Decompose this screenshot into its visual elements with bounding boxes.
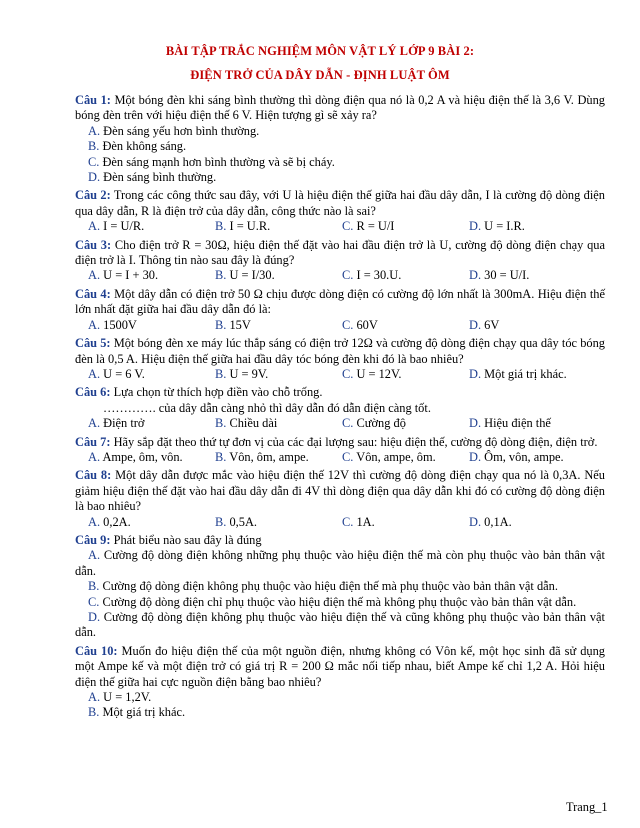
question-5	[75, 336, 605, 382]
option-d	[469, 367, 567, 382]
option-letter: B.	[88, 579, 100, 594]
option-text: Hiệu điện thế	[481, 416, 551, 431]
option-letter: D.	[469, 317, 482, 332]
option-text: Đèn sáng yếu hơn bình thường.	[100, 123, 260, 138]
option-text: I = U.R.	[226, 219, 271, 234]
option-letter: C.	[88, 594, 100, 609]
question-text: Một dây dẫn được mắc vào hiệu điện thế 12V thì cường độ dòng điện chạy qua nó là 0,3A. Nếu giảm hiệu điện thế đặt vào hai đầu dây dẫn đi 4V thì dòng điện qua dây dẫn khi đó có cường độ dòng điện là bao nhiêu?	[75, 468, 605, 514]
question-8	[75, 468, 605, 530]
option-text: 1500V	[100, 317, 137, 332]
option-d	[469, 450, 564, 465]
question-label: Câu 5:	[75, 336, 111, 351]
option-text: Ôm, vôn, ampe.	[481, 449, 564, 464]
option-letter: B.	[215, 317, 227, 332]
option-b	[215, 318, 342, 333]
option-d	[469, 219, 525, 234]
option-a	[88, 515, 215, 530]
question-3	[75, 238, 605, 284]
document-title: BÀI TẬP TRẮC NGHIỆM MÔN VẬT LÝ LỚP 9 BÀI 2:	[165, 44, 475, 58]
question-9	[75, 533, 605, 641]
option-row	[75, 416, 605, 431]
question-4	[75, 287, 605, 333]
question-text: Hãy sắp đặt theo thứ tự đơn vị của các đại lượng sau: hiệu điện thế, cường độ dòng điện, điện trở.	[110, 434, 598, 449]
option-text: R = U/I	[353, 219, 395, 234]
question-2	[75, 188, 605, 234]
option-a	[75, 690, 605, 705]
option-letter: C.	[342, 514, 354, 529]
question-text: Một bóng đèn xe máy lúc thắp sáng có điện trở 12Ω và cường độ dòng điện chạy qua dây tóc bóng đèn là 0,5 A. Hiệu điện thế giữa hai đầu dây tóc bóng đèn khi đó là bao nhiêu?	[75, 336, 605, 366]
option-row	[75, 515, 605, 530]
option-text: Cường độ dòng điện không phụ thuộc vào hiệu điện thế và cũng không phụ thuộc vào bản thân vật dẫn.	[75, 610, 605, 640]
option-text: Ampe, ôm, vôn.	[100, 449, 183, 464]
option-b	[215, 450, 342, 465]
option-c	[342, 318, 469, 333]
question-text: Cho điện trở R = 30Ω, hiệu điện thế đặt vào hai đầu điện trở là U, cường độ dòng điện chạy qua điện trở là I. Thông tin nào sau đây là đúng?	[75, 237, 605, 268]
option-letter: B.	[215, 449, 227, 464]
option-text: U = I/30.	[226, 268, 275, 283]
page-number: Trang_1	[566, 800, 608, 814]
option-letter: A.	[88, 219, 101, 234]
option-a	[88, 219, 215, 234]
option-letter: D.	[469, 514, 482, 529]
option-text: 60V	[353, 317, 378, 332]
option-text: 0,1A.	[481, 514, 512, 529]
option-c	[342, 367, 469, 382]
option-b	[215, 268, 342, 283]
option-letter: D.	[88, 170, 101, 185]
option-b	[215, 219, 342, 234]
option-letter: C.	[342, 416, 354, 431]
question-label: Câu 6:	[75, 385, 111, 400]
option-d	[75, 170, 605, 185]
document-subtitle: ĐIỆN TRỞ CỦA DÂY DẪN - ĐỊNH LUẬT ÔM	[190, 68, 450, 82]
option-a	[88, 367, 215, 382]
option-letter: A.	[88, 416, 101, 431]
option-text: 1A.	[353, 514, 375, 529]
option-text: Đèn không sáng.	[99, 139, 187, 154]
option-letter: C.	[342, 268, 354, 283]
option-b	[215, 416, 342, 431]
question-label: Câu 7:	[75, 434, 111, 449]
question-label: Câu 10:	[75, 643, 118, 658]
option-a	[88, 416, 215, 431]
option-text: Vôn, ampe, ôm.	[353, 449, 436, 464]
option-text: 0,5A.	[226, 514, 258, 529]
option-text: Vôn, ôm, ampe.	[226, 449, 309, 464]
question-text: Một dây dẫn có điện trở 50 Ω chịu được dòng điện có cường độ lớn nhất là 300mA. Hiệu điện thế lớn nhất đặt giữa hai đầu dây dẫn đó là:	[75, 286, 605, 317]
option-text: U = 1,2V.	[100, 690, 152, 705]
question-text: Trong các công thức sau đây, với U là hiệu điện thế giữa hai đầu dây dẫn, I là cường độ dòng điện qua dây dẫn, R là điện trở của dây dẫn, công thức nào là sai?	[75, 188, 605, 218]
option-d	[469, 268, 529, 283]
option-b	[215, 515, 342, 530]
option-b	[215, 367, 342, 382]
option-letter: C.	[342, 317, 354, 332]
option-letter: B.	[215, 514, 227, 529]
option-letter: A.	[88, 268, 101, 283]
option-letter: A.	[88, 123, 101, 138]
option-b	[75, 139, 605, 154]
option-row	[75, 219, 605, 234]
option-text: I = U/R.	[100, 219, 145, 234]
option-text: Một giá trị khác.	[99, 705, 186, 720]
option-text: 15V	[226, 317, 251, 332]
option-letter: D.	[469, 219, 482, 234]
option-letter: B.	[88, 705, 100, 720]
option-text: U = I.R.	[481, 219, 525, 234]
question-label: Câu 2:	[75, 188, 111, 203]
option-a	[88, 318, 215, 333]
option-letter: A.	[88, 366, 101, 381]
question-label: Câu 1:	[75, 93, 111, 107]
option-letter: A.	[88, 514, 101, 529]
question-1	[75, 93, 605, 185]
option-letter: C.	[342, 219, 354, 234]
option-text: U = 9V.	[226, 366, 269, 381]
option-letter: A.	[88, 548, 101, 563]
option-letter: B.	[215, 268, 227, 283]
option-letter: A.	[88, 690, 101, 705]
option-text: Một giá trị khác.	[481, 366, 567, 381]
option-letter: A.	[88, 317, 101, 332]
option-c	[342, 416, 469, 431]
question-label: Câu 3:	[75, 237, 112, 252]
option-a	[75, 124, 605, 139]
option-text: 0,2A.	[100, 514, 131, 529]
option-d	[469, 416, 551, 431]
option-letter: B.	[215, 219, 227, 234]
option-b	[75, 579, 605, 594]
option-c	[342, 268, 469, 283]
option-letter: D.	[469, 366, 482, 381]
option-text: Cường độ dòng điện không phụ thuộc vào hiệu điện thế mà phụ thuộc vào bản thân vật dẫn.	[99, 579, 558, 594]
option-b	[75, 705, 605, 720]
option-text: Đèn sáng mạnh hơn bình thường và sẽ bị cháy.	[99, 154, 335, 169]
option-text: 6V	[481, 317, 500, 332]
option-letter: B.	[215, 416, 227, 431]
option-text: Điện trở	[100, 416, 145, 431]
option-a	[88, 268, 215, 283]
option-text: Đèn sáng bình thường.	[100, 170, 217, 185]
option-text: Cường độ	[353, 416, 406, 431]
option-row	[75, 450, 605, 465]
question-list	[75, 93, 605, 724]
option-text: U = I + 30.	[100, 268, 159, 283]
option-c	[342, 515, 469, 530]
option-letter: B.	[88, 139, 100, 154]
option-a	[88, 450, 215, 465]
question-label: Câu 9:	[75, 532, 111, 547]
option-letter: C.	[342, 366, 354, 381]
option-d	[469, 515, 512, 530]
option-row	[75, 318, 605, 333]
option-letter: A.	[88, 449, 101, 464]
question-label: Câu 4:	[75, 286, 111, 301]
option-text: Cường độ dòng điện không những phụ thuộc vào hiệu điện thế mà còn phụ thuộc vào bản thân vật dẫn.	[75, 548, 605, 578]
option-letter: D.	[469, 416, 482, 431]
option-text: U = 6 V.	[100, 366, 145, 381]
option-text: 30 = U/I.	[481, 268, 530, 283]
option-text: Chiều dài	[226, 416, 278, 431]
question-6	[75, 385, 605, 431]
option-c	[75, 155, 605, 170]
question-label: Câu 8:	[75, 468, 112, 483]
option-letter: D.	[469, 449, 482, 464]
question-7	[75, 435, 605, 466]
option-letter: C.	[342, 449, 354, 464]
option-c	[75, 595, 605, 610]
question-text: Muốn đo hiệu điện thế của một nguồn điện, nhưng không có Vôn kế, một học sinh đã sử dụng một Ampe kế và một điện trở có giá trị R = 200 Ω mắc nối tiếp nhau, biết Ampe kế chỉ 1,2 A. Hỏi hiệu điện thế giữa hai cực nguồn điện bằng bao nhiêu?	[75, 643, 605, 689]
option-c	[342, 450, 469, 465]
option-d	[75, 610, 605, 641]
option-text: U = 12V.	[353, 366, 402, 381]
option-a	[75, 548, 605, 579]
question-10	[75, 644, 605, 721]
question-text: Một bóng đèn khi sáng bình thường thì dòng điện qua nó là 0,2 A và hiệu điện thế là 3,6 V. Dùng bóng đèn trên với hiệu điện thế 6 V. Hiện tượng gì sẽ xảy ra?	[75, 93, 605, 123]
option-letter: C.	[88, 154, 100, 169]
option-text: Cường độ dòng điện chỉ phụ thuộc vào hiệu điện thế mà không phụ thuộc vào bản thân vật dẫn.	[99, 594, 577, 609]
option-row	[75, 367, 605, 382]
option-c	[342, 219, 469, 234]
option-text: I = 30.U.	[353, 268, 402, 283]
fill-in-blank-line: …………. của dây dẫn càng nhỏ thì dây dẫn đó dẫn điện càng tốt.	[103, 400, 431, 415]
option-d	[469, 318, 499, 333]
option-row	[75, 268, 605, 283]
option-letter: D.	[88, 610, 101, 624]
question-text: Lựa chọn từ thích hợp điền vào chỗ trống.	[110, 385, 323, 400]
option-letter: B.	[215, 366, 227, 381]
question-text: Phát biểu nào sau đây là đúng	[110, 532, 262, 547]
option-letter: D.	[469, 268, 482, 283]
